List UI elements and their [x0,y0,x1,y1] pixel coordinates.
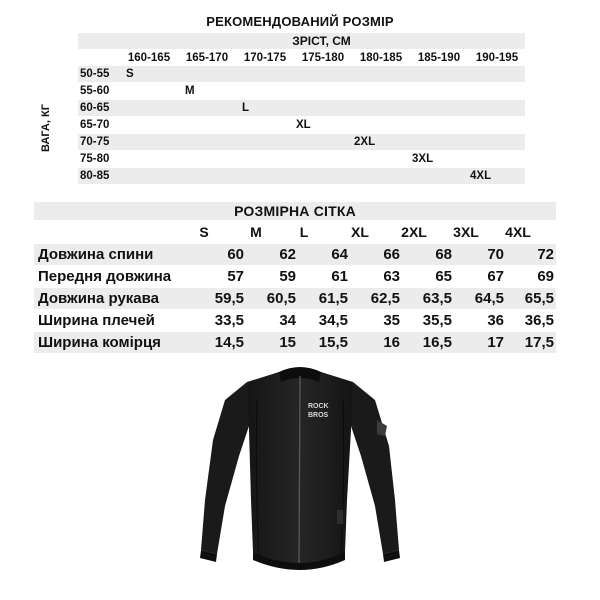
measurement-value: 17 [487,334,504,351]
measurement-value: 34,5 [318,312,348,329]
measurement-value: 63,5 [422,290,452,307]
measurement-value: 72 [537,246,554,263]
right-sleeve [349,382,399,554]
measurement-value: 35 [383,312,400,329]
measurement-value: 59 [279,268,296,285]
measurement-row [34,244,556,265]
jersey-pocket-tab [337,510,343,524]
weight-axis-label: ВАГА, КГ [40,104,52,152]
weight-label: 55-60 [80,85,110,97]
height-col: 170-175 [243,52,287,64]
weight-row [78,168,525,184]
height-columns [0,51,600,65]
height-header [78,33,525,49]
height-col: 165-170 [185,52,229,64]
measurement-value: 65,5 [524,290,554,307]
size-header: 3XL [453,224,479,240]
measurement-row [34,288,556,309]
measurement-value: 60 [227,246,244,263]
size-cell: XL [296,119,311,131]
measurement-value: 36 [487,312,504,329]
size-cell: S [126,68,134,80]
size-header: L [299,224,309,240]
recommended-size-title: РЕКОМЕНДОВАНИЙ РОЗМІР [206,14,394,29]
height-col: 160-165 [127,52,171,64]
measurement-value: 16 [383,334,400,351]
size-cell: 3XL [412,153,434,165]
size-header: 4XL [505,224,531,240]
weight-label: 70-75 [80,136,110,148]
height-col: 190-195 [475,52,519,64]
measurement-value: 36,5 [524,312,554,329]
size-header: XL [351,224,369,240]
size-cell: M [185,85,195,97]
measurement-value: 68 [435,246,452,263]
shoulder-badge [377,420,387,436]
measurement-row [34,266,556,287]
weight-row [78,100,525,116]
measurement-value: 33,5 [214,312,244,329]
size-cell: L [242,102,250,114]
size-header: 2XL [401,224,427,240]
measurement-label: Довжина рукава [38,290,160,307]
height-label: ЗРІСТ, СМ [292,34,351,48]
weight-label: 65-70 [80,119,110,131]
size-header: S [199,224,209,240]
brand-logo-line2: BROS [308,412,329,419]
brand-logo-line1: ROCK [308,403,329,410]
measurement-value: 63 [383,268,400,285]
jersey-image [195,360,405,592]
weight-label: 50-55 [80,68,110,80]
measurement-label: Довжина спини [38,246,154,263]
measurement-value: 62 [279,246,296,263]
weight-label: 60-65 [80,102,110,114]
measurement-value: 34 [279,312,296,329]
weight-label: 75-80 [80,153,110,165]
measurement-value: 35,5 [422,312,452,329]
measurement-value: 67 [487,268,504,285]
weight-row [78,66,525,82]
measurement-value: 14,5 [214,334,244,351]
measurement-value: 15,5 [318,334,348,351]
weight-row [78,83,525,99]
weight-row [78,134,525,150]
measurement-row [34,310,556,331]
measurement-value: 15 [279,334,296,351]
size-header-row [0,223,600,241]
height-col: 185-190 [417,52,461,64]
measurement-value: 62,5 [370,290,400,307]
height-col: 175-180 [301,52,345,64]
size-cell: 2XL [354,136,376,148]
measurement-value: 61,5 [318,290,348,307]
measurement-label: Ширина комірця [38,334,161,351]
height-col: 180-185 [359,52,403,64]
measurement-value: 69 [537,268,554,285]
measurement-value: 61 [331,268,348,285]
size-chart-title: РОЗМІРНА СІТКА [34,202,556,220]
left-sleeve [201,382,251,554]
jersey-illustration [195,360,405,592]
weight-row [78,117,525,133]
measurement-value: 57 [227,268,244,285]
measurement-label: Передня довжина [38,268,172,285]
measurement-row [34,332,556,353]
measurement-value: 59,5 [214,290,244,307]
weight-label: 80-85 [80,170,110,182]
measurement-value: 66 [383,246,400,263]
weight-row [78,151,525,167]
measurement-value: 65 [435,268,452,285]
measurement-value: 60,5 [266,290,296,307]
size-cell: 4XL [470,170,492,182]
measurement-value: 17,5 [524,334,554,351]
size-header: M [250,224,262,240]
measurement-value: 70 [487,246,504,263]
measurement-value: 16,5 [422,334,452,351]
measurement-label: Ширина плечей [38,312,155,329]
measurement-value: 64 [331,246,348,263]
measurement-value: 64,5 [474,290,504,307]
